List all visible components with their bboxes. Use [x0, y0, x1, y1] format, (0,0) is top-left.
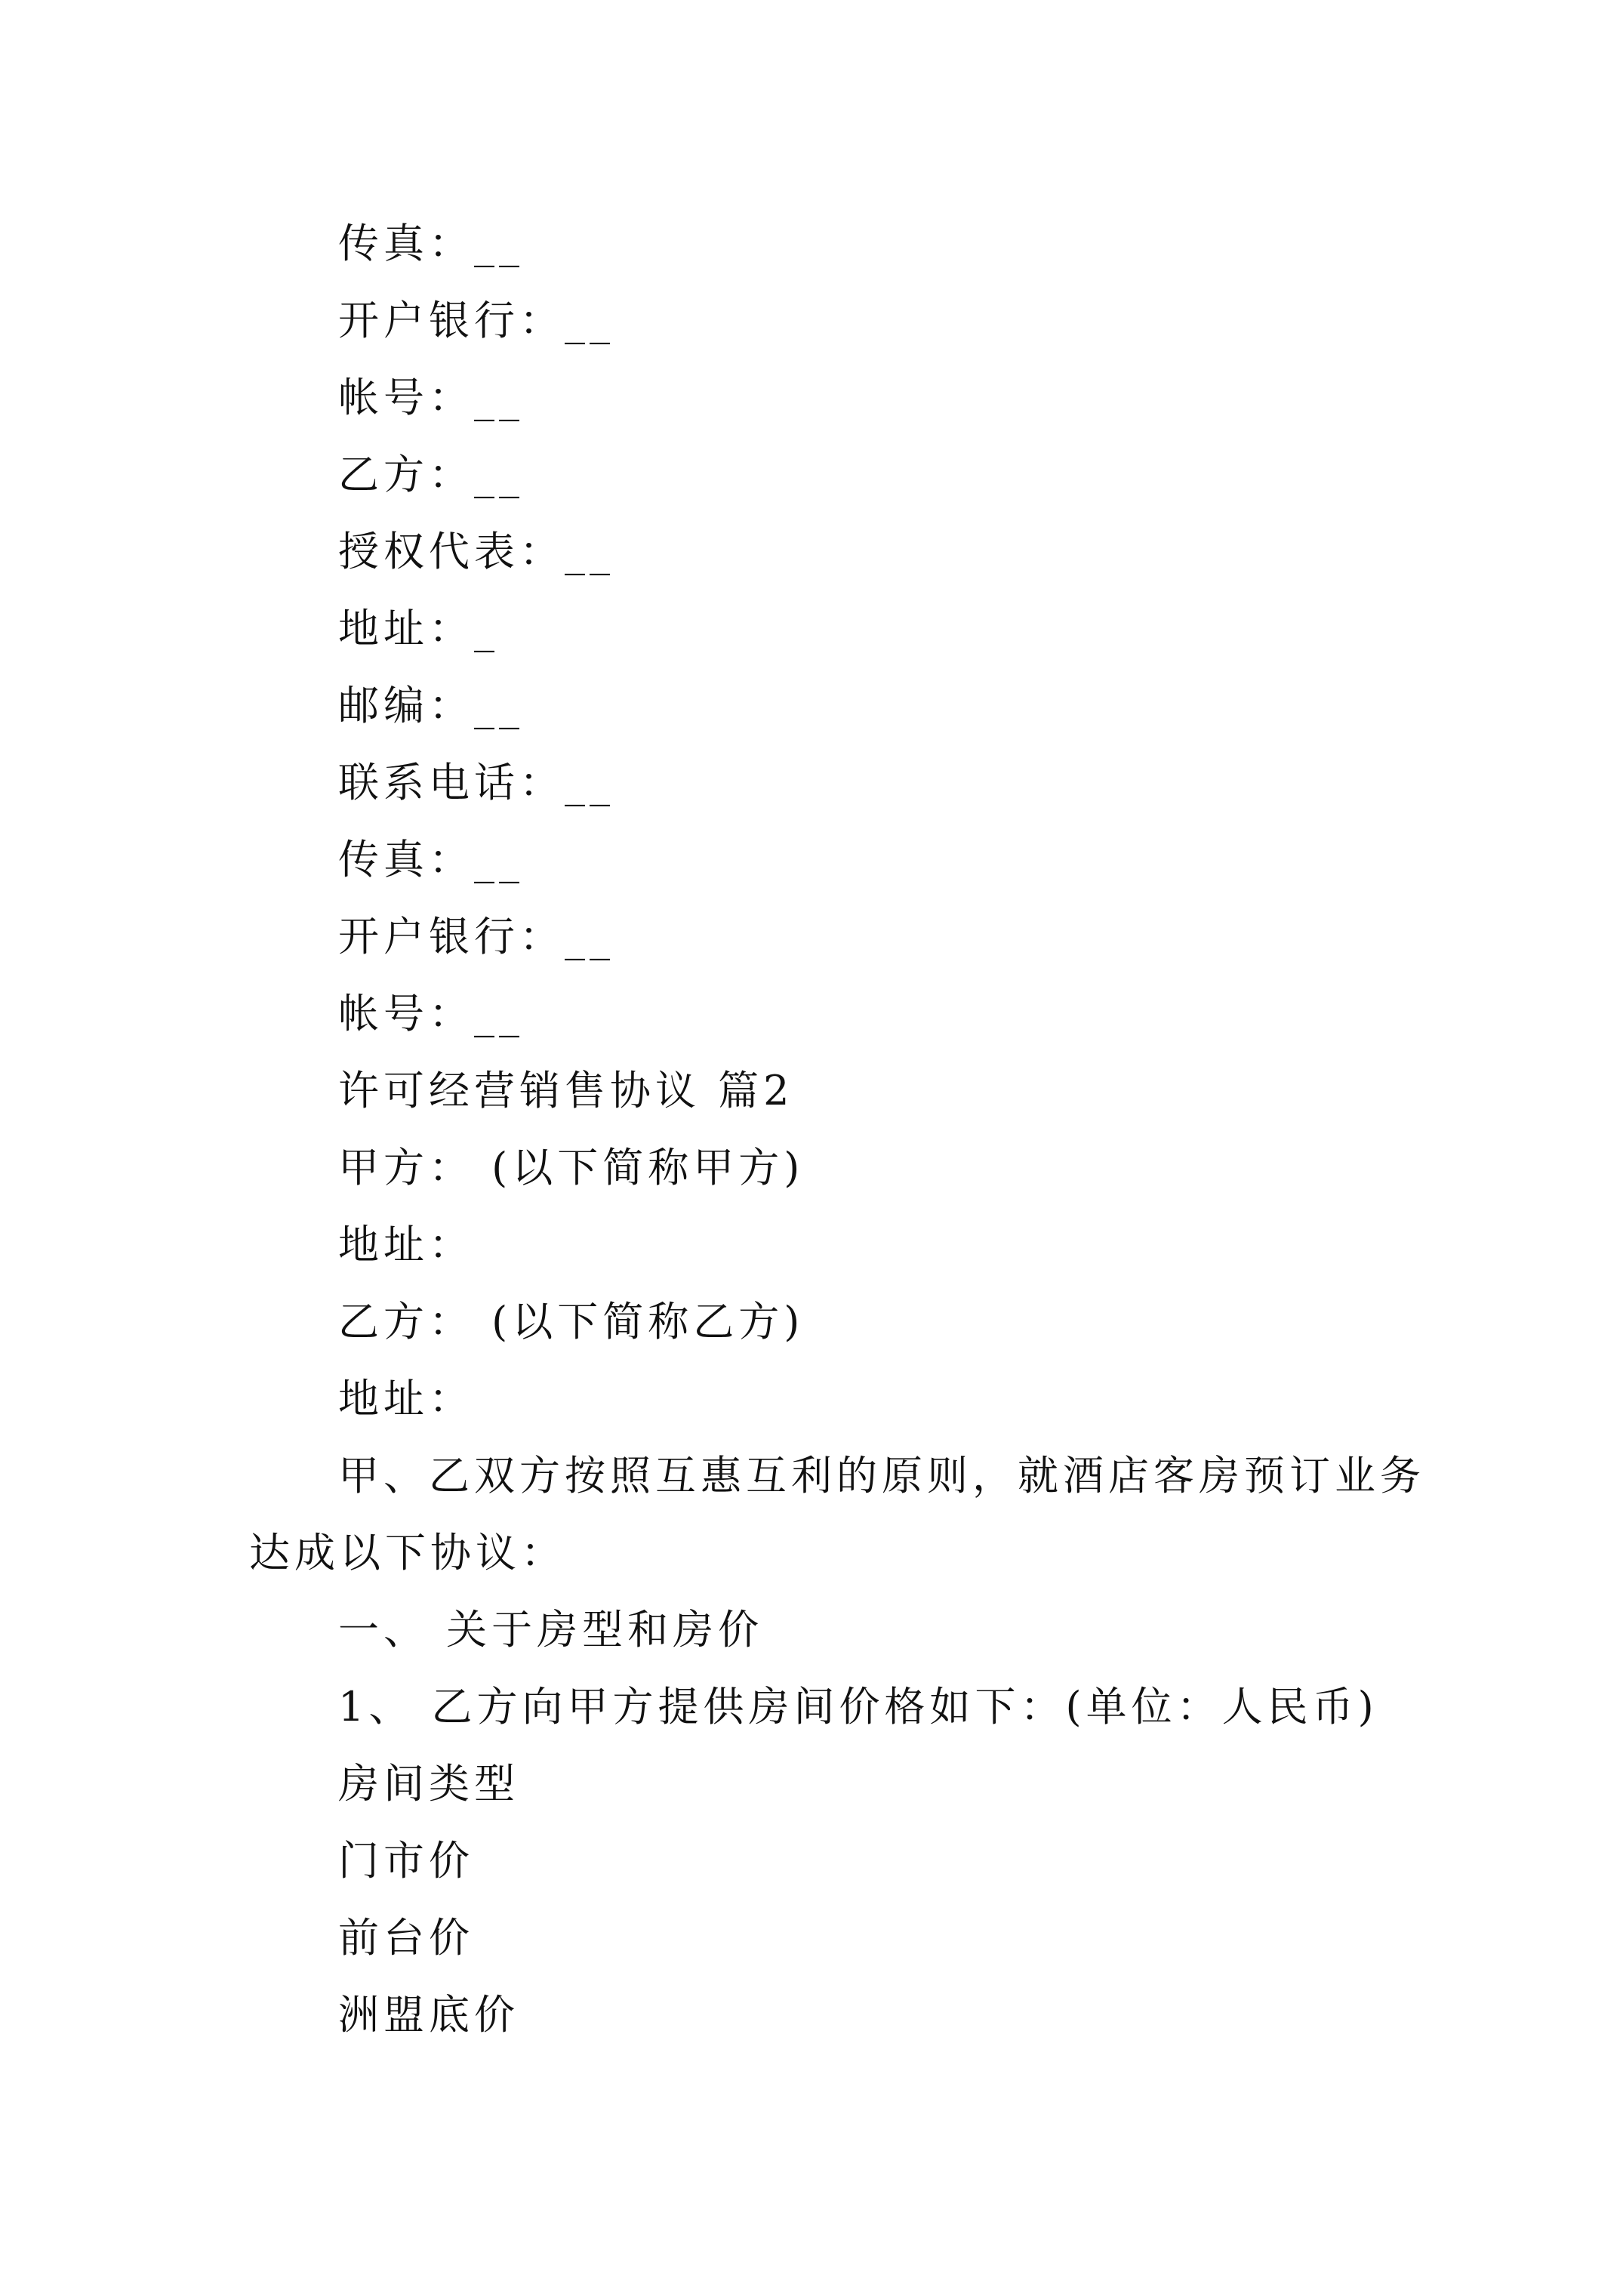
agreement-paragraph-1: 甲、乙双方按照互惠互利的原则，就酒店客房预订业务 — [338, 1452, 1425, 1499]
account-line-1: 帐号：__ — [338, 374, 524, 421]
phone-line: 联系电话：__ — [338, 759, 614, 806]
address-line-3: 地址： — [338, 1375, 474, 1422]
fax-line-2: 传真：__ — [338, 836, 524, 883]
fax-line-1: 传真：__ — [338, 220, 524, 267]
clause-heading-1: 一、 关于房型和房价 — [338, 1606, 764, 1653]
party-a-line: 甲方： (以下简称甲方) — [338, 1144, 805, 1191]
account-line-2: 帐号：__ — [338, 990, 524, 1037]
front-desk-rate-label: 前台价 — [338, 1914, 474, 1962]
party-b-line: 乙方：__ — [338, 451, 524, 498]
address-line-2: 地址： — [338, 1221, 474, 1268]
base-rate-label: 洲盟底价 — [338, 1991, 519, 2039]
agreement-paragraph-2: 达成以下协议： — [249, 1529, 566, 1576]
section-title: 许可经营销售协议 篇2 — [338, 1067, 794, 1114]
bank-line-1: 开户银行：__ — [338, 297, 614, 344]
bank-line-2: 开户银行：__ — [338, 913, 614, 960]
postcode-line: 邮编：__ — [338, 682, 524, 729]
party-b-line-2: 乙方： (以下简称乙方) — [338, 1298, 805, 1345]
room-type-label: 房间类型 — [338, 1760, 519, 1808]
representative-line: 授权代表：__ — [338, 528, 614, 575]
rack-rate-label: 门市价 — [338, 1837, 474, 1885]
address-line-1: 地址：_ — [338, 605, 499, 652]
clause-item-1: 1、 乙方向甲方提供房间价格如下：(单位：人民币) — [338, 1683, 1378, 1730]
